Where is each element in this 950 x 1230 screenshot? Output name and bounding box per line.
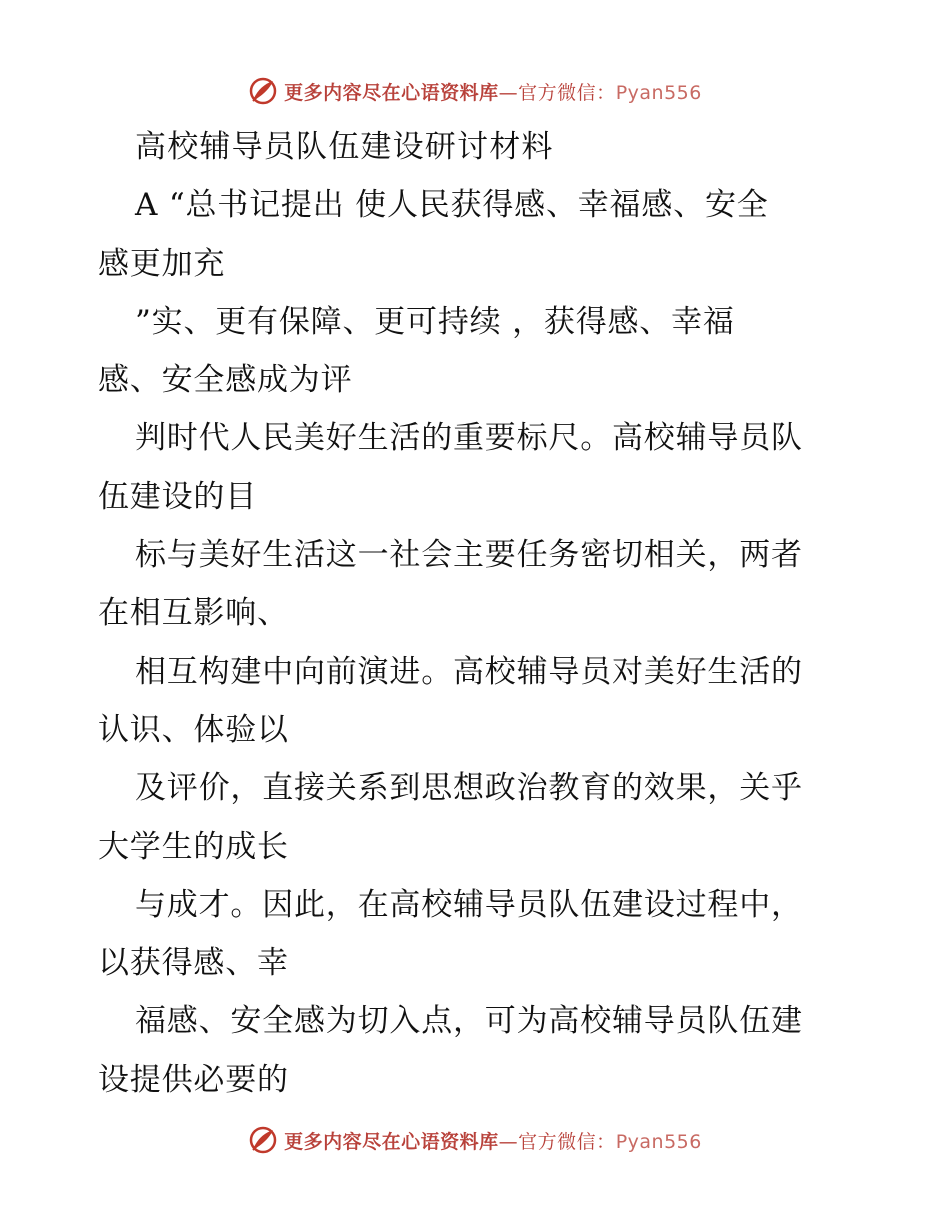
paragraph-line: A “总书记提出 使人民获得感、幸福感、安全: [135, 187, 769, 224]
paragraph-line: 认识、体验以: [98, 711, 289, 748]
paragraph-line: 标与美好生活这一社会主要任务密切相关，两者: [135, 537, 803, 574]
banner-wechat-label: 官方微信：: [518, 81, 616, 104]
paragraph-line: 伍建设的目: [98, 478, 257, 515]
quill-pen-logo-icon: [248, 76, 278, 106]
banner-text: [284, 78, 702, 105]
paragraph-line: 感、安全感成为评: [98, 362, 353, 399]
paragraph-line: 设提供必要的: [98, 1061, 289, 1098]
banner-wechat-handle: Pyan556: [615, 81, 702, 104]
banner-site-text: 更多内容尽在心语资料库: [284, 81, 499, 104]
paragraph-line: 相互构建中向前演进。高校辅导员对美好生活的: [135, 653, 803, 690]
paragraph-line: 在相互影响、: [98, 595, 289, 632]
paragraph-line: 判时代人民美好生活的重要标尺。高校辅导员队: [135, 420, 803, 457]
header-banner: [0, 71, 950, 111]
paragraph-line: 大学生的成长: [98, 828, 289, 865]
paragraph-line: 福感、安全感为切入点，可为高校辅导员队伍建: [135, 1003, 803, 1040]
paragraph-line: 以获得感、幸: [98, 945, 289, 982]
paragraph-line: 感更加充: [98, 245, 226, 282]
quill-pen-logo-icon: [248, 1125, 278, 1155]
banner-wechat-handle: Pyan556: [615, 1130, 702, 1153]
banner-wechat-label: 官方微信：: [518, 1130, 616, 1153]
banner-separator: —: [498, 1130, 519, 1153]
banner-separator: —: [498, 81, 519, 104]
paragraph-line: 及评价，直接关系到思想政治教育的效果，关乎: [135, 770, 803, 807]
document-body: [98, 118, 858, 1109]
paragraph-line: 与成才。因此，在高校辅导员队伍建设过程中，: [135, 886, 803, 923]
banner-text: [284, 1127, 702, 1154]
banner-site-text: 更多内容尽在心语资料库: [284, 1130, 499, 1153]
document-title: 高校辅导员队伍建设研讨材料: [135, 129, 554, 165]
footer-banner: [0, 1120, 950, 1160]
paragraph-line: ”实、更有保障、更可持续 ，获得感、幸福: [135, 303, 735, 340]
